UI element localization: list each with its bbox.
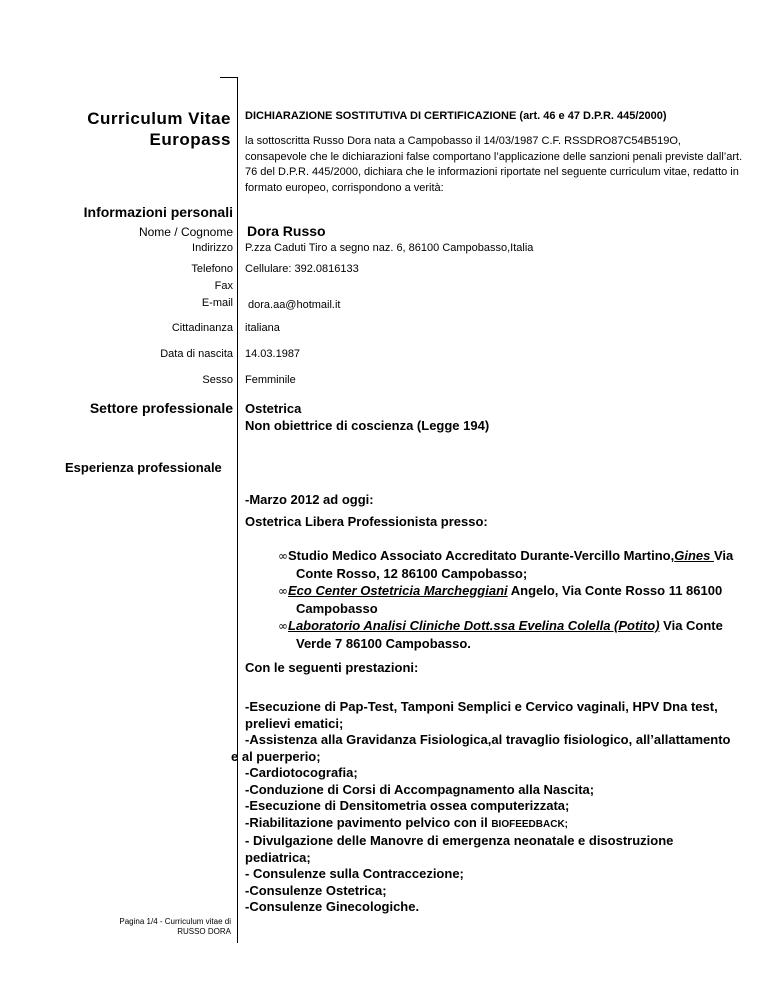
footer-line2: RUSSO DORA: [177, 927, 231, 936]
service-line: - Consulenze sulla Contraccezione;: [245, 866, 464, 881]
divider-tick: [220, 77, 237, 78]
service-line: e al puerperio;: [231, 748, 321, 764]
phone-value: Cellulare: 392.0816133: [245, 263, 359, 275]
service-line: -Consulenze Ostetrica;: [245, 882, 387, 898]
service-line: prelievi ematici;: [245, 715, 344, 731]
service-line: pediatrica;: [245, 849, 311, 865]
infinity-bullet-icon: ∞: [278, 584, 288, 598]
birth-date-value: 14.03.1987: [245, 348, 301, 360]
experience-role: Ostetrica Libera Professionista presso:: [245, 514, 488, 529]
list-item: ∞Studio Medico Associato Accreditato Durante-Vercillo Martino,Gines Via Conte Rosso, 12 86100 Campobasso;: [278, 548, 734, 581]
services-list: [231, 699, 731, 916]
email-value: dora.aa@hotmail.it: [248, 299, 341, 311]
experience-period: -Marzo 2012 ad oggi:: [245, 492, 374, 507]
citizenship-label: Cittadinanza: [171, 322, 233, 334]
declaration-text: [245, 134, 742, 196]
infinity-bullet-icon: ∞: [278, 619, 288, 633]
personal-info-heading: Informazioni personali: [83, 204, 233, 220]
cv-title: [87, 108, 231, 150]
sex-value: Femminile: [245, 374, 296, 386]
column-divider: [237, 77, 238, 943]
workplace-link[interactable]: Gines: [674, 548, 714, 563]
list-item: ∞Eco Center Ostetricia Marcheggiani Angelo, Via Conte Rosso 11 86100 Campobasso: [278, 583, 723, 616]
sector-value: [245, 400, 489, 434]
service-line: -Conduzione di Corsi di Accompagnamento alla Nascita;: [245, 781, 595, 797]
declaration-line: consapevole che le dichiarazioni false comportano l’applicazione delle sanzioni penali previste dall’art.: [245, 150, 743, 163]
cv-title-line2: Europass: [149, 130, 231, 149]
name-value: Dora Russo: [247, 223, 326, 239]
birth-date-label: Data di nascita: [160, 348, 233, 360]
services-heading: Con le seguenti prestazioni:: [245, 660, 419, 675]
footer-line1: Pagina 1/4 - Curriculum vitae di: [119, 917, 231, 926]
list-item: ∞Laboratorio Analisi Cliniche Dott.ssa Evelina Colella (Potito) Via Conte Verde 7 86100 Campobasso.: [278, 618, 723, 651]
citizenship-value: italiana: [245, 322, 280, 334]
service-line: -Consulenze Ginecologiche.: [245, 899, 420, 914]
declaration-ref: (art. 46 e 47 D.P.R. 445/2000): [519, 110, 667, 122]
biofeedback-term: BIOFEEDBACK;: [491, 818, 568, 830]
infinity-bullet-icon: ∞: [278, 549, 288, 563]
address-value: P.zza Caduti Tiro a segno naz. 6, 86100 Campobasso,Italia: [245, 242, 534, 254]
declaration-line: formato europeo, corrispondono a verità:: [245, 181, 444, 194]
service-line: - Divulgazione delle Manovre di emergenza neonatale e disostruzione: [245, 833, 674, 848]
name-label: Nome / Cognome: [138, 225, 233, 239]
sector-label: Settore professionale: [89, 400, 233, 416]
cv-title-line1: Curriculum Vitae: [87, 109, 231, 128]
service-line: -Esecuzione di Densitometria ossea computerizzata;: [245, 798, 570, 813]
declaration-line: la sottoscritta Russo Dora nata a Campobasso il 14/03/1987 C.F. RSSDRO87C54B519O,: [245, 135, 681, 147]
sex-label: Sesso: [202, 374, 233, 386]
sector-line1: Ostetrica: [245, 401, 302, 416]
service-line: -Riabilitazione pavimento pelvico con il BIOFEEDBACK;: [245, 814, 568, 830]
page-footer: [119, 917, 231, 937]
experience-heading: Esperienza professionale: [65, 460, 222, 475]
declaration-line: 76 del D.P.R. 445/2000, dichiara che le informazioni riportate nel seguente curriculum vitae, redatto in: [245, 166, 739, 178]
phone-label: Telefono: [191, 263, 233, 275]
declaration-title: DICHIARAZIONE SOSTITUTIVA DI CERTIFICAZIONE: [245, 110, 517, 122]
service-line: -Cardiotocografia;: [245, 765, 358, 780]
sector-line2: Non obiettrice di coscienza (Legge 194): [245, 418, 490, 433]
workplace-link[interactable]: Laboratorio Analisi Cliniche Dott.ssa Evelina Colella (Potito): [288, 618, 660, 633]
email-label: E-mail: [201, 297, 233, 309]
service-line: -Assistenza alla Gravidanza Fisiologica,al travaglio fisiologico, all’allattamento: [245, 732, 731, 747]
workplace-link[interactable]: Eco Center Ostetricia Marcheggiani: [288, 583, 508, 598]
workplace-list: [278, 547, 733, 652]
fax-label: Fax: [214, 280, 233, 292]
address-label: Indirizzo: [192, 242, 233, 254]
service-line: -Esecuzione di Pap-Test, Tamponi Semplici e Cervico vaginali, HPV Dna test,: [245, 699, 718, 714]
declaration-heading: [245, 110, 667, 122]
